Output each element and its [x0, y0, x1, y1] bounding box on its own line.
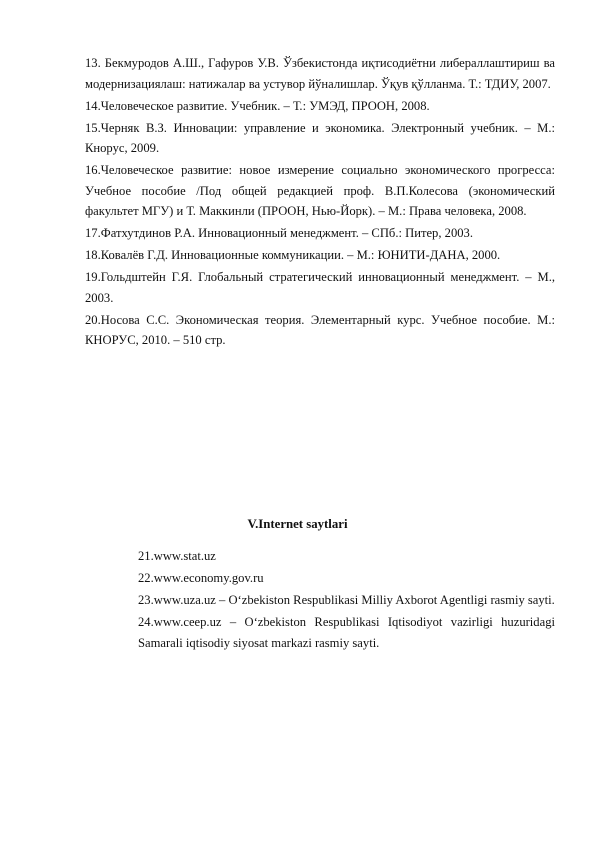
internet-site-item: 22.www.economy.gov.ru — [138, 571, 264, 585]
internet-site-item: 24.www.ceep.uz – O‘zbekiston Respublikasi Iqtisodiyot vazirligi huzuridagi Samarali iqtisodiy siyosat markazi rasmiy sayti. — [138, 615, 555, 650]
reference-item: 18.Ковалёв Г.Д. Инновационные коммуникации. – М.: ЮНИТИ-ДАНА, 2000. — [85, 248, 501, 262]
reference-item: 13. Бекмуродов А.Ш., Гафуров У.В. Ўзбекистонда иқтисодиётни либераллаштириш ва модернизациялаш: натижалар ва устувор йўналишлар. Ўқув қўлланма. Т.: ТДИУ, 2007. — [85, 56, 555, 91]
reference-item: 19.Гольдштейн Г.Я. Глобальный стратегический инновационный менеджмент. – М., 2003. — [85, 270, 555, 305]
reference-list — [85, 53, 555, 352]
section-heading: V.Internet saytlari — [247, 517, 348, 531]
reference-item: 20.Носова С.С. Экономическая теория. Элементарный курс. Учебное пособие. М.: КНОРУС, 2010. – 510 стр. — [85, 312, 555, 347]
reference-item: 16.Человеческое развитие: новое измерение социально экономического прогресса: Учебное пособие /Под общей редакцией проф. В.П.Колесова (экономический факультет МГУ) и Т. Маккинли (ПРООН, Нью-Йорк). – М.: Права человека, 2008. — [85, 163, 555, 218]
internet-site-item: 23.www.uza.uz – O‘zbekiston Respublikasi Milliy Axborot Agentligi rasmiy sayti. — [138, 593, 555, 607]
reference-item: 15.Черняк В.З. Инновации: управление и экономика. Электронный учебник. – М.: Кнорус, 2009. — [85, 120, 555, 155]
reference-item: 14.Человеческое развитие. Учебник. – Т.: УМЭД, ПРООН, 2008. — [85, 98, 430, 113]
internet-site-item: 21.www.stat.uz — [138, 549, 216, 563]
internet-sites-list — [138, 546, 555, 655]
reference-item: 17.Фатхутдинов Р.А. Инновационный менеджмент. – СПб.: Питер, 2003. — [85, 226, 473, 240]
